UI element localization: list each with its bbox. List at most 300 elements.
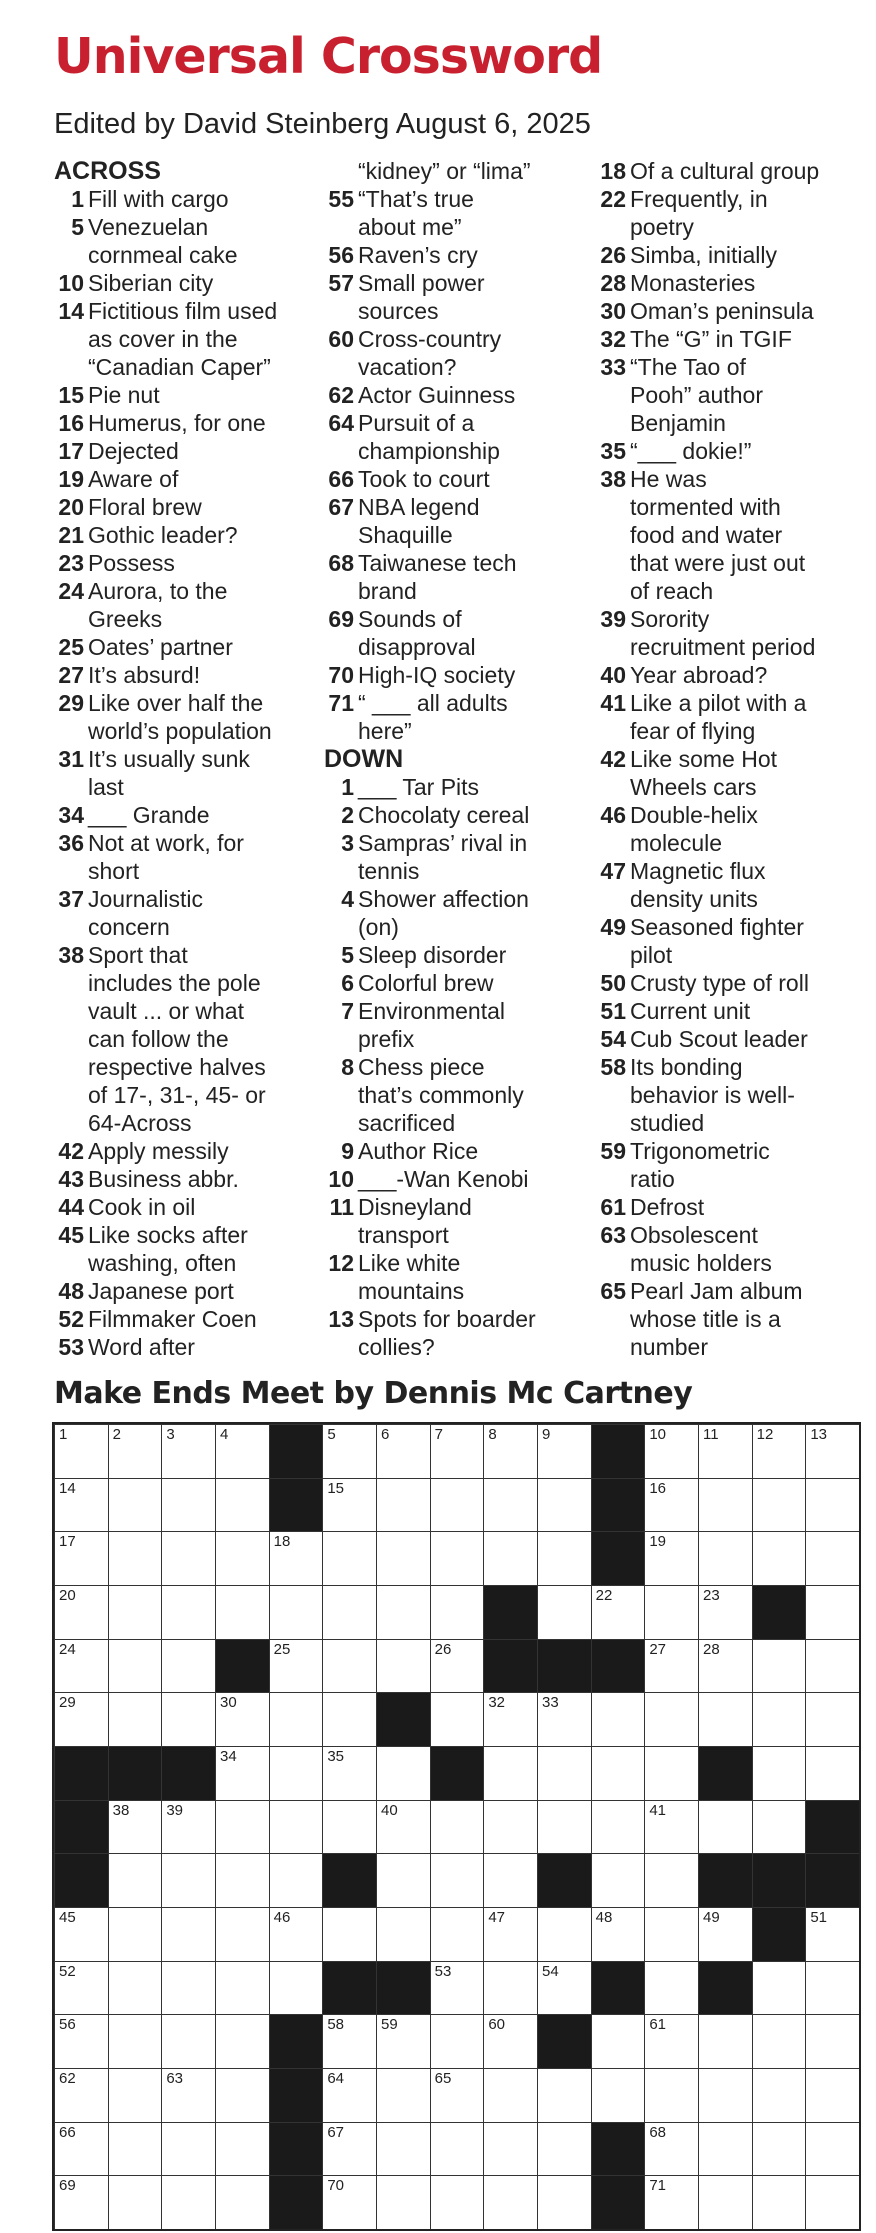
down-clue[interactable] [596,801,866,829]
grid-cell[interactable] [537,1907,592,1962]
grid-cell[interactable] [108,2175,163,2230]
across-clue[interactable] [54,829,304,857]
across-clue[interactable] [54,409,304,437]
across-clue[interactable] [324,325,584,353]
grid-cell[interactable] [161,1853,216,1908]
down-clue[interactable] [324,773,584,801]
grid-cell[interactable] [805,2068,860,2123]
across-clue[interactable] [324,717,584,745]
down-clue[interactable] [596,1193,866,1221]
grid-cell[interactable] [322,1639,377,1694]
down-clue[interactable] [324,1305,584,1333]
grid-cell[interactable] [430,2175,485,2230]
grid-cell[interactable] [644,1853,699,1908]
grid-cell[interactable] [215,1531,270,1586]
grid-cell[interactable] [54,1478,109,1533]
grid-cell[interactable] [161,1639,216,1694]
grid-cell[interactable] [591,1585,646,1640]
grid-cell[interactable] [322,2014,377,2069]
grid-cell[interactable] [537,1424,592,1479]
down-clue[interactable] [324,913,584,941]
grid-cell[interactable] [161,1478,216,1533]
grid-cell[interactable] [537,1746,592,1801]
grid-cell[interactable] [376,1907,431,1962]
grid-cell[interactable] [805,1907,860,1962]
down-clue[interactable] [596,157,866,185]
down-clue[interactable] [596,941,866,969]
grid-cell[interactable] [483,2068,538,2123]
grid-cell[interactable] [483,1907,538,1962]
grid-cell[interactable] [161,2122,216,2177]
grid-cell[interactable] [322,2068,377,2123]
grid-cell[interactable] [430,1585,485,1640]
grid-cell[interactable] [430,1531,485,1586]
grid-cell[interactable] [215,2122,270,2177]
across-clue[interactable] [324,269,584,297]
across-clue[interactable] [54,269,304,297]
grid-cell[interactable] [430,1478,485,1533]
grid-cell[interactable] [430,1907,485,1962]
down-clue[interactable] [596,213,866,241]
grid-cell[interactable] [591,1692,646,1747]
grid-cell[interactable] [322,1478,377,1533]
across-clue[interactable] [54,605,304,633]
grid-cell[interactable] [430,1853,485,1908]
across-clue[interactable] [54,577,304,605]
grid-cell[interactable] [644,1478,699,1533]
grid-cell[interactable] [537,2122,592,2177]
grid-cell[interactable] [161,1907,216,1962]
grid-cell[interactable] [161,1424,216,1479]
grid-cell[interactable] [215,1424,270,1479]
across-clue[interactable] [54,1249,304,1277]
across-clue[interactable] [54,1305,304,1333]
across-clue[interactable] [54,1137,304,1165]
across-clue[interactable] [54,717,304,745]
grid-cell[interactable] [161,2068,216,2123]
down-clue[interactable] [596,745,866,773]
down-clue[interactable] [596,297,866,325]
grid-cell[interactable] [483,2014,538,2069]
across-clue[interactable] [54,1221,304,1249]
grid-cell[interactable] [108,2122,163,2177]
across-clue[interactable] [324,213,584,241]
grid-cell[interactable] [483,1746,538,1801]
across-clue[interactable] [54,297,304,325]
across-clue[interactable] [54,353,304,381]
down-clue[interactable] [596,325,866,353]
down-clue[interactable] [596,1221,866,1249]
grid-cell[interactable] [698,1907,753,1962]
down-clue[interactable] [596,1277,866,1305]
grid-cell[interactable] [537,2068,592,2123]
grid-cell[interactable] [430,1639,485,1694]
across-clue[interactable] [54,1109,304,1137]
across-clue[interactable] [54,241,304,269]
grid-cell[interactable] [54,2175,109,2230]
grid-cell[interactable] [376,1639,431,1694]
grid-cell[interactable] [161,1692,216,1747]
down-clue[interactable] [324,1165,584,1193]
grid-cell[interactable] [161,1800,216,1855]
across-clue[interactable] [54,1277,304,1305]
grid-cell[interactable] [752,1639,807,1694]
grid-cell[interactable] [108,1961,163,2016]
grid-cell[interactable] [644,2014,699,2069]
grid-cell[interactable] [537,1692,592,1747]
grid-cell[interactable] [54,1961,109,2016]
grid-cell[interactable] [108,1907,163,1962]
down-clue[interactable] [596,857,866,885]
grid-cell[interactable] [108,1853,163,1908]
down-clue[interactable] [596,1249,866,1277]
across-clue[interactable] [54,773,304,801]
grid-cell[interactable] [215,2014,270,2069]
grid-cell[interactable] [698,1692,753,1747]
grid-cell[interactable] [644,1800,699,1855]
grid-cell[interactable] [322,2175,377,2230]
down-clue[interactable] [596,1081,866,1109]
across-clue[interactable] [54,997,304,1025]
across-clue[interactable] [324,577,584,605]
across-clue[interactable] [54,689,304,717]
across-clue[interactable] [324,381,584,409]
grid-cell[interactable] [215,1961,270,2016]
grid-cell[interactable] [430,1692,485,1747]
across-clue[interactable] [324,605,584,633]
grid-cell[interactable] [322,1800,377,1855]
across-clue[interactable] [324,353,584,381]
grid-cell[interactable] [54,1907,109,1962]
across-clue[interactable] [54,633,304,661]
across-clue[interactable] [54,1333,304,1361]
grid-cell[interactable] [54,2014,109,2069]
across-clue[interactable] [324,241,584,269]
grid-cell[interactable] [108,1531,163,1586]
down-clue[interactable] [596,493,866,521]
down-clue[interactable] [596,353,866,381]
grid-cell[interactable] [269,1961,324,2016]
down-clue[interactable] [596,1137,866,1165]
grid-cell[interactable] [698,1478,753,1533]
grid-cell[interactable] [108,2068,163,2123]
down-clue[interactable] [324,1249,584,1277]
grid-cell[interactable] [752,1478,807,1533]
down-clue[interactable] [596,185,866,213]
down-clue[interactable] [596,689,866,717]
across-clue[interactable] [54,941,304,969]
grid-cell[interactable] [322,1907,377,1962]
down-clue[interactable] [596,913,866,941]
grid-cell[interactable] [108,1692,163,1747]
down-clue[interactable] [596,549,866,577]
grid-cell[interactable] [215,2068,270,2123]
grid-cell[interactable] [752,1531,807,1586]
grid-cell[interactable] [537,1531,592,1586]
across-clue[interactable] [54,381,304,409]
grid-cell[interactable] [322,1585,377,1640]
down-clue[interactable] [324,1053,584,1081]
down-clue[interactable] [596,241,866,269]
grid-cell[interactable] [698,2068,753,2123]
grid-cell[interactable] [644,2122,699,2177]
grid-cell[interactable] [430,1961,485,2016]
grid-cell[interactable] [376,2175,431,2230]
down-clue[interactable] [324,1025,584,1053]
across-clue[interactable] [54,913,304,941]
grid-cell[interactable] [322,1692,377,1747]
grid-cell[interactable] [537,1961,592,2016]
grid-cell[interactable] [54,1585,109,1640]
down-clue[interactable] [596,633,866,661]
down-clue[interactable] [596,1333,866,1361]
grid-cell[interactable] [269,1800,324,1855]
grid-cell[interactable] [805,1585,860,1640]
grid-cell[interactable] [537,1478,592,1533]
grid-cell[interactable] [752,1746,807,1801]
across-clue[interactable] [54,437,304,465]
down-clue[interactable] [596,1305,866,1333]
down-clue[interactable] [324,857,584,885]
grid-cell[interactable] [698,1585,753,1640]
grid-cell[interactable] [215,1746,270,1801]
grid-cell[interactable] [644,1907,699,1962]
down-clue[interactable] [596,885,866,913]
down-clue[interactable] [324,801,584,829]
down-clue[interactable] [324,829,584,857]
grid-cell[interactable] [591,2014,646,2069]
across-clue[interactable] [54,213,304,241]
grid-cell[interactable] [215,1907,270,1962]
down-clue[interactable] [596,969,866,997]
grid-cell[interactable] [54,1692,109,1747]
grid-cell[interactable] [430,1800,485,1855]
grid-cell[interactable] [752,1961,807,2016]
down-clue[interactable] [596,717,866,745]
grid-cell[interactable] [322,1424,377,1479]
grid-cell[interactable] [591,1746,646,1801]
down-clue[interactable] [324,1333,584,1361]
across-clue[interactable] [324,549,584,577]
grid-cell[interactable] [54,1424,109,1479]
down-clue[interactable] [596,1053,866,1081]
down-clue[interactable] [596,1165,866,1193]
grid-cell[interactable] [269,1531,324,1586]
down-clue[interactable] [596,661,866,689]
grid-cell[interactable] [161,2175,216,2230]
across-clue[interactable] [54,885,304,913]
across-clue[interactable] [54,745,304,773]
grid-cell[interactable] [644,2175,699,2230]
grid-cell[interactable] [376,1746,431,1801]
down-clue[interactable] [596,409,866,437]
down-clue[interactable] [596,465,866,493]
grid-cell[interactable] [752,2068,807,2123]
across-clue[interactable] [54,325,304,353]
grid-cell[interactable] [108,1585,163,1640]
grid-cell[interactable] [644,1639,699,1694]
down-clue[interactable] [324,969,584,997]
grid-cell[interactable] [269,1853,324,1908]
across-clue[interactable] [54,1025,304,1053]
across-clue[interactable] [54,465,304,493]
down-clue[interactable] [324,1193,584,1221]
grid-cell[interactable] [752,1692,807,1747]
grid-cell[interactable] [805,1746,860,1801]
across-clue[interactable] [54,969,304,997]
down-clue[interactable] [596,381,866,409]
grid-cell[interactable] [644,1585,699,1640]
across-clue[interactable] [324,157,584,185]
down-clue[interactable] [596,269,866,297]
down-clue[interactable] [596,773,866,801]
across-clue[interactable] [324,465,584,493]
grid-cell[interactable] [161,1531,216,1586]
down-clue[interactable] [324,1109,584,1137]
grid-cell[interactable] [698,2122,753,2177]
grid-cell[interactable] [752,2122,807,2177]
grid-cell[interactable] [644,1531,699,1586]
grid-cell[interactable] [269,1746,324,1801]
down-clue[interactable] [324,1277,584,1305]
grid-cell[interactable] [698,1424,753,1479]
grid-cell[interactable] [805,1692,860,1747]
grid-cell[interactable] [483,1478,538,1533]
grid-cell[interactable] [322,1531,377,1586]
across-clue[interactable] [324,689,584,717]
grid-cell[interactable] [269,1639,324,1694]
grid-cell[interactable] [215,1478,270,1533]
grid-cell[interactable] [698,1531,753,1586]
across-clue[interactable] [324,185,584,213]
across-clue[interactable] [324,493,584,521]
grid-cell[interactable] [376,2122,431,2177]
grid-cell[interactable] [376,1800,431,1855]
grid-cell[interactable] [752,2014,807,2069]
grid-cell[interactable] [376,2014,431,2069]
across-clue[interactable] [54,1081,304,1109]
grid-cell[interactable] [376,1424,431,1479]
grid-cell[interactable] [108,1478,163,1533]
grid-cell[interactable] [805,2175,860,2230]
down-clue[interactable] [596,1025,866,1053]
grid-cell[interactable] [161,1585,216,1640]
grid-cell[interactable] [430,2014,485,2069]
grid-cell[interactable] [376,1478,431,1533]
grid-cell[interactable] [644,1961,699,2016]
grid-cell[interactable] [54,1531,109,1586]
across-clue[interactable] [54,493,304,521]
grid-cell[interactable] [537,1800,592,1855]
grid-cell[interactable] [698,1800,753,1855]
grid-cell[interactable] [752,2175,807,2230]
down-clue[interactable] [324,1221,584,1249]
down-clue[interactable] [596,1109,866,1137]
grid-cell[interactable] [644,1746,699,1801]
grid-cell[interactable] [161,1961,216,2016]
grid-cell[interactable] [376,1531,431,1586]
grid-cell[interactable] [215,2175,270,2230]
grid-cell[interactable] [376,1853,431,1908]
across-clue[interactable] [54,1165,304,1193]
grid-cell[interactable] [698,2175,753,2230]
down-clue[interactable] [596,437,866,465]
grid-cell[interactable] [215,1800,270,1855]
grid-cell[interactable] [269,1907,324,1962]
across-clue[interactable] [324,661,584,689]
grid-cell[interactable] [805,1424,860,1479]
across-clue[interactable] [54,1193,304,1221]
grid-cell[interactable] [644,1424,699,1479]
grid-cell[interactable] [805,1961,860,2016]
across-clue[interactable] [54,661,304,689]
grid-cell[interactable] [698,2014,753,2069]
grid-cell[interactable] [805,2014,860,2069]
grid-cell[interactable] [537,2175,592,2230]
grid-cell[interactable] [108,1800,163,1855]
grid-cell[interactable] [644,1692,699,1747]
down-clue[interactable] [324,1081,584,1109]
across-clue[interactable] [324,437,584,465]
grid-cell[interactable] [483,1531,538,1586]
down-clue[interactable] [596,577,866,605]
down-clue[interactable] [324,885,584,913]
grid-cell[interactable] [805,2122,860,2177]
grid-cell[interactable] [54,1639,109,1694]
down-clue[interactable] [596,829,866,857]
grid-cell[interactable] [322,1746,377,1801]
grid-cell[interactable] [698,1639,753,1694]
across-clue[interactable] [324,633,584,661]
grid-cell[interactable] [591,1907,646,1962]
down-clue[interactable] [596,521,866,549]
down-clue[interactable] [324,997,584,1025]
grid-cell[interactable] [430,2068,485,2123]
down-clue[interactable] [596,605,866,633]
grid-cell[interactable] [54,2122,109,2177]
grid-cell[interactable] [805,1639,860,1694]
grid-cell[interactable] [483,2175,538,2230]
grid-cell[interactable] [269,1692,324,1747]
grid-cell[interactable] [161,2014,216,2069]
grid-cell[interactable] [376,2068,431,2123]
grid-cell[interactable] [591,2068,646,2123]
grid-cell[interactable] [215,1853,270,1908]
grid-cell[interactable] [805,1531,860,1586]
grid-cell[interactable] [483,1424,538,1479]
grid-cell[interactable] [108,1424,163,1479]
across-clue[interactable] [324,297,584,325]
down-clue[interactable] [324,1137,584,1165]
across-clue[interactable] [54,185,304,213]
grid-cell[interactable] [215,1692,270,1747]
grid-cell[interactable] [483,1853,538,1908]
grid-cell[interactable] [430,1424,485,1479]
grid-cell[interactable] [430,2122,485,2177]
grid-cell[interactable] [322,2122,377,2177]
across-clue[interactable] [54,1053,304,1081]
grid-cell[interactable] [269,1585,324,1640]
grid-cell[interactable] [483,1800,538,1855]
grid-cell[interactable] [108,1639,163,1694]
grid-cell[interactable] [376,1585,431,1640]
across-clue[interactable] [54,521,304,549]
grid-cell[interactable] [54,2068,109,2123]
grid-cell[interactable] [215,1585,270,1640]
across-clue[interactable] [324,521,584,549]
grid-cell[interactable] [805,1478,860,1533]
grid-cell[interactable] [752,1424,807,1479]
